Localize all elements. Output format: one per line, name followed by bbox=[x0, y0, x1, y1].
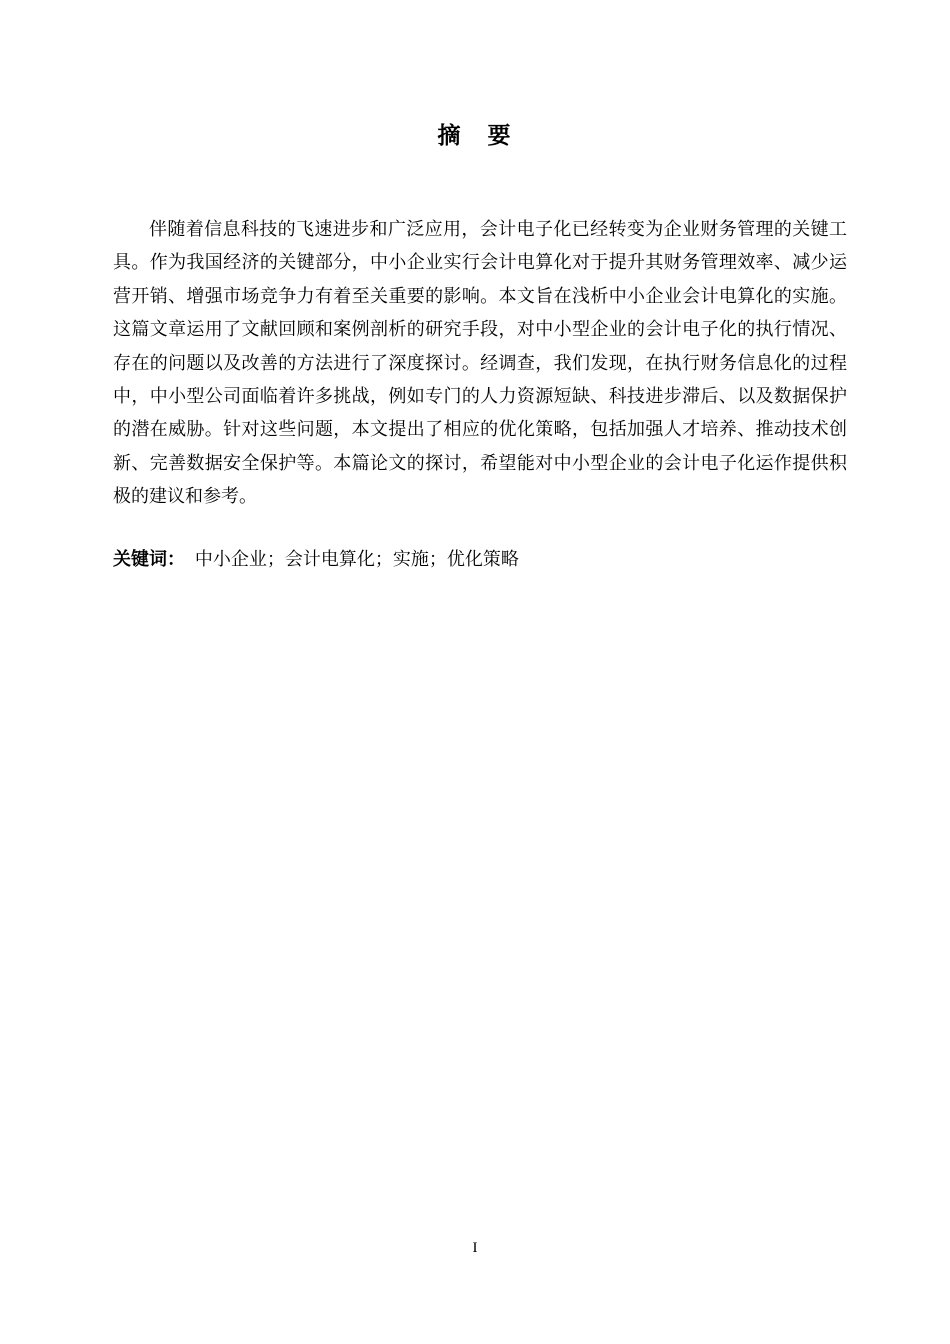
page-number: I bbox=[472, 1240, 478, 1256]
keywords-line bbox=[113, 543, 847, 576]
keywords-text: 中小企业；会计电算化；实施；优化策略 bbox=[194, 549, 519, 569]
page-title: 摘 要 bbox=[437, 123, 513, 148]
keywords-label: 关键词： bbox=[113, 549, 185, 569]
abstract-paragraph: 伴随着信息科技的飞速进步和广泛应用，会计电子化已经转变为企业财务管理的关键工具。作为我国经济的关键部分，中小企业实行会计电算化对于提升其财务管理效率、减少运营开销、增强市场竞争力有着至关重要的影响。本文旨在浅析中小企业会计电算化的实施。这篇文章运用了文献回顾和案例剖析的研究手段，对中小型企业的会计电子化的执行情况、存在的问题以及改善的方法进行了深度探讨。经调查，我们发现，在执行财务信息化的过程中，中小型公司面临着许多挑战，例如专门的人力资源短缺、科技进步滞后、以及数据保护的潜在威胁。针对这些问题，本文提出了相应的优化策略，包括加强人才培养、推动技术创新、完善数据安全保护等。本篇论文的探讨，希望能对中小型企业的会计电子化运作提供积极的建议和参考。 bbox=[113, 219, 847, 507]
